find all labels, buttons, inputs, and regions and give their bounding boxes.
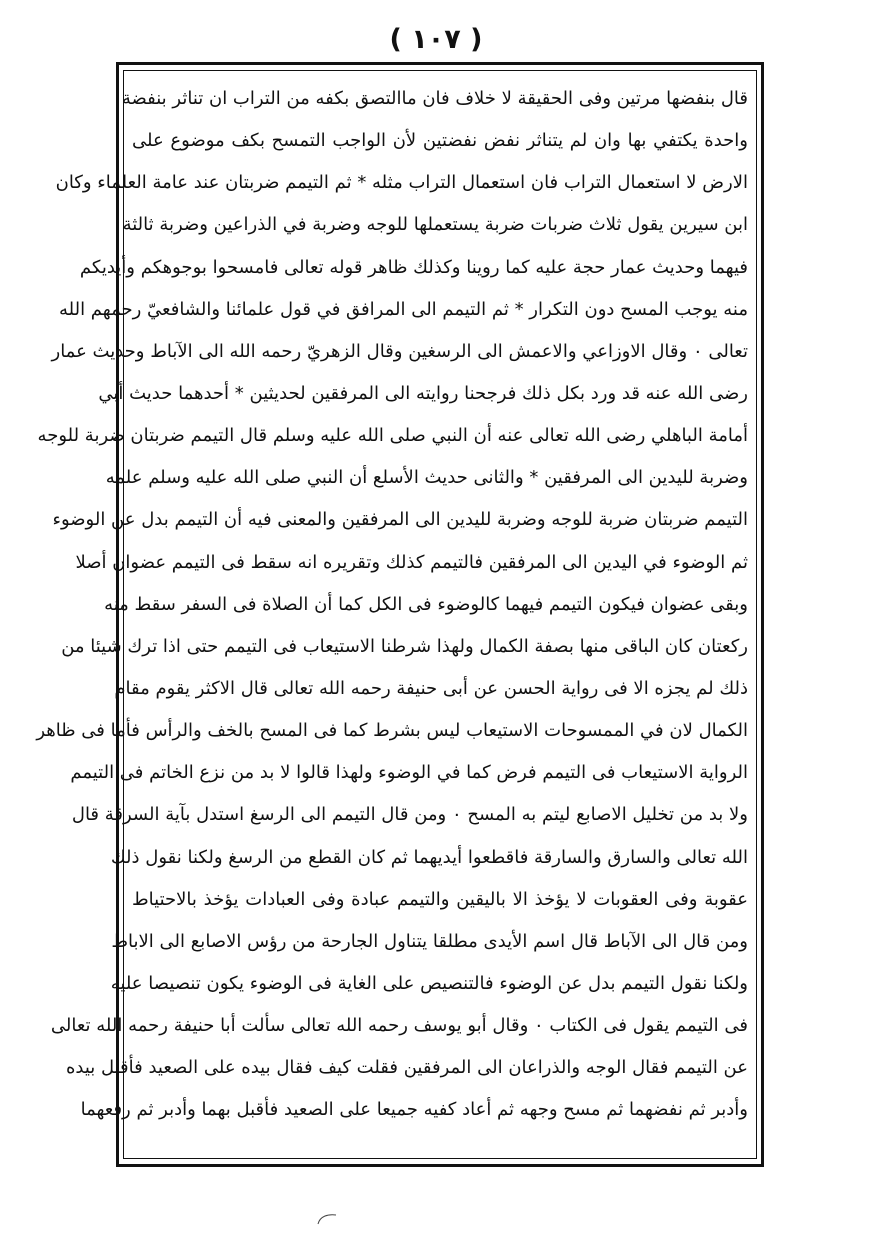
text-line-25: وأدبر ثم نفضهما ثم مسح وجهه ثم أعاد كفيه جميعا على الصعيد فأقبل بهما وأدبر ثم رفعهما	[80, 1099, 748, 1121]
text-line-5: فيهما وحديث عمار حجة عليه كما روينا وكذلك ظاهر قوله تعالى فامسحوا بوجوهكم وأيديكم	[79, 256, 748, 278]
text-line-24: عن التيمم فقال الوجه والذراعان الى المرفقين فقلت كيف فقال بيده على الصعيد فأقبل بيده	[65, 1057, 748, 1079]
page-number: ( ١٠٧ )	[389, 24, 483, 55]
text-line-23: فى التيمم يقول فى الكتاب ٠ وقال أبو يوسف رحمه الله تعالى سألت أبا حنيفة رحمه الله تعالى	[50, 1015, 748, 1037]
text-line-19: الله تعالى والسارق والسارقة فاقطعوا أيديهما ثم كان القطع من الرسغ ولكنا نقول ذلك	[110, 846, 748, 868]
text-line-3: الارض لا استعمال التراب فان استعمال التراب مثله * ثم التيمم ضربتان عند عامة العلماء وكان	[55, 172, 748, 194]
text-line-12: ثم الوضوء في اليدين الى المرفقين فالتيمم كذلك وتقريره انه سقط فى التيمم عضوان أصلا	[75, 551, 748, 573]
text-line-22: ولكنا نقول التيمم بدل عن الوضوء فالتنصيص على الغاية فى الوضوء يكون تنصيصا عليه	[110, 972, 748, 994]
text-line-6: منه يوجب المسح دون التكرار * ثم التيمم الى المرافق في قول علمائنا والشافعيّ رحمهم الله	[58, 298, 748, 320]
scan-mark	[316, 1212, 338, 1226]
text-line-14: ركعتان كان الباقى منها بصفة الكمال ولهذا شرطنا الاستيعاب فى التيمم حتى اذا ترك شيئا من	[61, 635, 748, 657]
text-line-1: قال بنفضها مرتين وفى الحقيقة لا خلاف فان ماالتصق بكفه من التراب ان تناثر بنفضة	[121, 88, 748, 109]
text-line-4: ابن سيرين يقول ثلاث ضربات ضربة يستعملها للوجه وضربة في الذراعين وضربة ثالثة	[122, 214, 748, 236]
text-line-20: عقوبة وفى العقوبات لا يؤخذ الا باليقين والتيمم عبادة وفى العبادات يؤخذ بالاحتياط	[132, 888, 748, 910]
text-line-2: واحدة يكتفي بها وان لم يتناثر نفض نفضتين لأن الواجب التمسح بكف موضوع على	[132, 130, 748, 152]
text-line-21: ومن قال الى الآباط قال اسم الأيدى مطلقا يتناول الجارحة من رؤس الاصابع الى الاباط	[111, 930, 748, 952]
text-line-8: رضى الله عنه قد ورد بكل ذلك فرجحنا روايته الى المرفقين لحديثين * أحدهما حديث أبي	[98, 382, 748, 404]
text-line-13: وبقى عضوان فيكون التيمم فيهما كالوضوء فى الكل كما أن الصلاة فى السفر سقط منه	[104, 593, 748, 615]
text-line-16: الكمال لان في الممسوحات الاستيعاب ليس بشرط كما فى المسح بالخف والرأس فأما فى ظاهر	[36, 720, 748, 742]
main-text-block	[36, 78, 748, 1132]
text-line-18: ولا بد من تخليل الاصابع ليتم به المسح ٠ ومن قال التيمم الى الرسغ استدل بآية السرقة قال	[71, 804, 748, 826]
text-line-15: ذلك لم يجزه الا فى رواية الحسن عن أبى حنيفة رحمه الله تعالى قال الاكثر يقوم مقام	[114, 677, 748, 699]
text-line-9: أمامة الباهلي رضى الله تعالى عنه أن النبي صلى الله عليه وسلم قال التيمم ضربتان ضربة للوجه	[37, 425, 748, 447]
text-line-17: الرواية الاستيعاب فى التيمم فرض كما في الوضوء ولهذا قالوا لا بد من نزع الخاتم فى التيمم	[70, 762, 748, 784]
text-line-10: وضربة لليدين الى المرفقين * والثانى حديث الأسلع أن النبي صلى الله عليه وسلم علمه	[105, 467, 748, 489]
text-line-11: التيمم ضربتان ضربة للوجه وضربة لليدين الى المرفقين والمعنى فيه أن التيمم بدل عن الوضوء	[52, 509, 748, 531]
text-line-7: تعالى ٠ وقال الاوزاعي والاعمش الى الرسغين وقال الزهريّ رحمه الله الى الآباط وحديث عمار	[51, 340, 748, 362]
